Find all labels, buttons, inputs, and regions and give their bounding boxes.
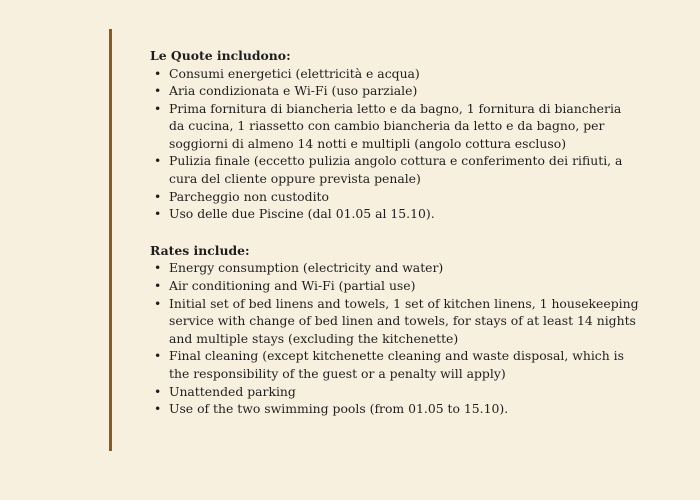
english-includes-list [150,259,640,417]
list-item: • Energy consumption (electricity and water) [150,259,640,277]
english-section-title: Rates include: [150,242,250,258]
accent-bar [109,29,112,451]
list-item: • Final cleaning (except kitchenette cleaning and waste disposal, which is the responsibility of the guest or a penalty will apply) [150,347,640,382]
list-item: • Unattended parking [150,383,640,401]
list-item: • Aria condizionata e Wi-Fi (uso parziale) [150,82,640,100]
list-item: • Uso delle due Piscine (dal 01.05 al 15.10). [150,205,640,223]
italian-includes-list [150,65,640,223]
list-item: • Initial set of bed linens and towels, 1 set of kitchen linens, 1 housekeeping service with change of bed linen and towels, for stays of at least 14 nights and multiple stays (excluding the kitchenette) [150,295,640,348]
italian-section [150,47,640,223]
italian-section-title: Le Quote includono: [150,48,291,63]
list-item: • Parcheggio non custodito [150,188,640,206]
rates-document [150,47,640,418]
list-item: • Prima fornitura di biancheria letto e da bagno, 1 fornitura di biancheria da cucina, 1 riassetto con cambio biancheria da letto e da bagno, per soggiorni di almeno 14 notti e multipli (angolo cottura escluso) [150,100,640,153]
list-item: • Air conditioning and Wi-Fi (partial use) [150,277,640,295]
list-item: • Consumi energetici (elettricità e acqua) [150,65,640,83]
english-section [150,242,640,418]
list-item: • Pulizia finale (eccetto pulizia angolo cottura e conferimento dei rifiuti, a cura del cliente oppure prevista penale) [150,152,640,187]
list-item: • Use of the two swimming pools (from 01.05 to 15.10). [150,400,640,418]
